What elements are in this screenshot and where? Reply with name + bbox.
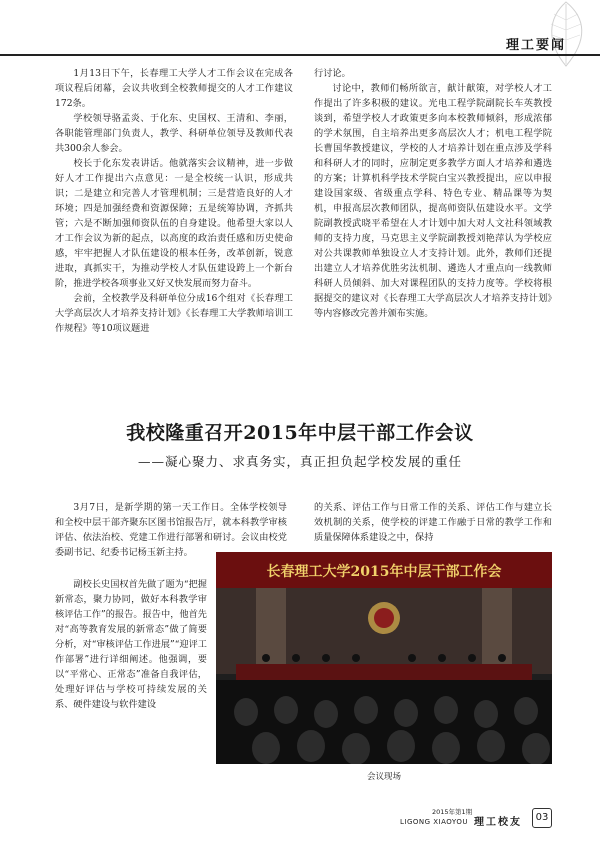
top-right-column: [314, 66, 552, 321]
paragraph: 副校长史国权首先做了题为“把握新常态，聚力协同，做好本科教学审核评估工作”的报告。报告中，他首先对“高等教育发展的新常态”做了简要分析，对“审核评估工作进展”“迎评工作部署”进行详细阐述。他强调，要以“平常心、正常态”准备自我评估，处理好评估与学校可持续发展的关系、硬件建设与软件建设: [55, 579, 207, 710]
issue-number: 2015年第1期: [432, 808, 473, 816]
paragraph: 校长于化东发表讲话。他就落实会议精神，进一步做好人才工作提出六点意见：一是全校统一认识，形成共识；二是建立和完善人才管理机制；三是营造良好的人才环境；四是加强经费和资源保障；五是统筹协调，齐抓共管；六是不断加强师资队伍的自身建设。他希望大家以人才工作会议为新的起点，以高度的政治责任感和历史使命感，牢牢把握人才队伍建设的根本任务，改革创新，锐意进取，真抓实干，为推动学校人才队伍建设跨上一个新台阶，推进学校各项事业又好又快发展而努力奋斗。: [55, 158, 293, 289]
photo-caption: 会议现场: [366, 772, 401, 782]
bottom-left-column: [55, 500, 287, 560]
page-number: 03: [532, 808, 552, 828]
bottom-left-narrow-column: [55, 577, 207, 712]
paragraph-continuation: 的关系、评估工作与日常工作的关系、评估工作与建立长效机制的关系，使学校的评建工作融于日常的教学工作和质量保障体系建设之中，保持: [314, 502, 552, 543]
article-subtitle: ——凝心聚力、求真务实，真正担负起学校发展的重任: [137, 454, 462, 469]
article-title: 我校隆重召开2015年中层干部工作会议: [126, 422, 474, 444]
magazine-name: 理工校友: [474, 817, 522, 828]
section-label: 理工要闻: [505, 38, 566, 53]
meeting-photo: [216, 552, 552, 764]
paragraph: 学校领导骆孟炎、于化东、史国权、王清和、李丽，各职能管理部门负责人，教学、科研单位领导及教师代表共300余人参会。: [55, 113, 293, 154]
paragraph-continuation: 行讨论。: [314, 68, 351, 79]
top-left-column: [55, 66, 293, 336]
bottom-right-column: [314, 500, 552, 545]
paragraph: 3月7日，是新学期的第一天工作日。全体学校领导和全校中层干部齐聚东区图书馆报告厅，就本科教学审核评估、依法治校、党建工作进行部署和研讨。会议由校党委副书记、纪委书记杨玉新主持。: [55, 502, 287, 558]
meeting-scene-image: [216, 552, 552, 764]
photo-banner-text: 长春理工大学2015年中层干部工作会: [266, 564, 502, 580]
header-divider: [0, 54, 600, 56]
magazine-latin-name: LIGONG XIAOYOU: [400, 818, 468, 826]
paragraph: 1月13日下午，长春理工大学人才工作会议在完成各项议程后闭幕，会议共收到全校教师提交的人才工作建议172条。: [55, 68, 293, 109]
paragraph: 会前，全校教学及科研单位分成16个组对《长春理工大学高层次人才培养支持计划》《长春理工大学教师培训工作规程》等10项议题进: [55, 293, 293, 334]
paragraph: 讨论中，教师们畅所欲言，献计献策，对学校人才工作提出了许多积极的建议。光电工程学院副院长车英教授谈到，希望学校人才政策更多向本校教师倾斜，形成浓郁的学术氛围，自主培养出更多高层次人才；机电工程学院长曹国华教授建议，学校的人才培养计划在重点涉及学科和科研人才的同时，应制定更多教学方面人才培养和遴选的方案；计算机科学技术学院白宝兴教授提出，应以申报建设国家级、省级重点学科、特色专业、精品课等为契机，申报高层次教师团队，提高师资队伍建设水平。文学院副教授武晓平希望在人才计划中加大对人文社科领域教师的支持力度，马克思主义学院副教授刘艳萍认为学校应对公共课教师单独设立人才支持计划。此外，教师们还提出建立人才培养优胜劣汰机制、遴选人才重点向一线教师科研人员倾斜、加大对课程团队的支持力度等。学校将根据提交的建议对《长春理工大学高层次人才培养支持计划》等内容修改完善并颁布实施。: [314, 83, 552, 319]
